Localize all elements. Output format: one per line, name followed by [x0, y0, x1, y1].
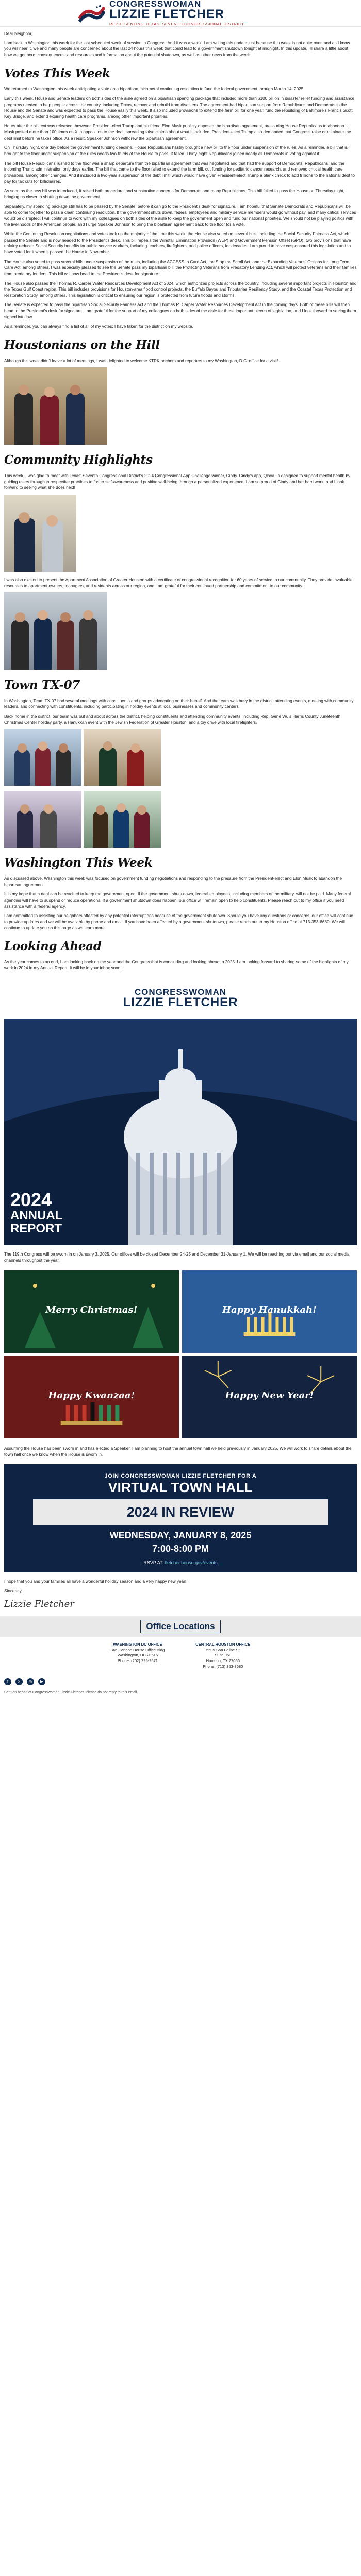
community-paragraph-2: I was also excited to present the Apartment Association of Greater Houston with a certificate of congressional recognition for 60 years of service to our community. They provide invaluable resources to apartment owners, managers, and residents across our region, and I am grateful for their continued partnership and commitment to our community. — [4, 577, 353, 588]
dc-office — [111, 1642, 165, 1670]
town-hall-intro: JOIN CONGRESSWOMAN LIZZIE FLETCHER FOR A — [104, 1472, 257, 1479]
x-icon[interactable]: x — [15, 1678, 23, 1685]
section-title-ahead: Looking Ahead — [4, 939, 102, 954]
logo-name: LIZZIE FLETCHER — [109, 7, 224, 21]
dc-address-1: 346 Cannon House Office Bldg — [110, 1647, 165, 1652]
community-paragraph-1: This week, I was glad to meet with Texas' Seventh Congressional District's 2024 Congressional App Challenge winner, Cindy. Cindy's app, Qlaxa, is designed to support mental health by guiding users through introspective practices to foster self-awareness and positive well-being through a personalized experience. I am so proud of Cindy and her hard work, and I look forward to seeing what she does next! — [4, 473, 351, 490]
holiday-cards — [4, 1270, 357, 1438]
hanukkah-card-text: Happy Hanukkah! — [222, 1304, 317, 1316]
houston-office-name: CENTRAL HOUSTON OFFICE — [195, 1641, 251, 1647]
christmas-card — [4, 1270, 179, 1353]
votes-paragraph-4: On Thursday night, one day before the government funding deadline, House Republicans hastily brought a new bill to the floor under suspension of the rules. As a reminder, a bill that is brought to the floor under suspension of the rules needs two-thirds of the House to pass. It failed. Thirty-eight Republicans joined nearly all Democrats in voting against it. — [4, 145, 348, 156]
votes-paragraph-11: The Senate is expected to pass the bipartisan Social Security Fairness Act and the Thomas R. Carper Water Resources Development Act in the coming days. Both of these bills will then head to the President's desk for signature. I am grateful for the support of my colleagues on both sides of the aisle for these important pieces of legislation, and I look forward to seeing them signed into law. — [4, 302, 356, 319]
congress-paragraph-1: The 119th Congress will be sworn in on January 3, 2025. Our offices will be closed December 24-25 and December 31-January 1. We will be reaching out via email and our social media channels throughout the year. — [4, 1252, 350, 1263]
facebook-icon[interactable]: f — [4, 1678, 11, 1685]
town-photo — [84, 729, 161, 786]
annual-logo-title: CONGRESSWOMAN — [134, 987, 227, 997]
votes-paragraph-1: We returned to Washington this week anticipating a vote on a bipartisan, bicameral continuing resolution to fund the federal government through March 14, 2025. — [4, 87, 305, 92]
new-year-card-text: Happy New Year! — [225, 1390, 314, 1401]
intro-paragraph: I am back in Washington this week for the last scheduled week of session in Congress. And it was a week! I am writing this update just because this week is not quite over, and as I know you will hear it, we and many people are concerned about the last 24 hours this week that could lead to a government shutdown tonight at midnight. In this update, I'll share a little about how we got here, consequences, and resources and information about the potential shutdown, as well as other news from the week. — [4, 40, 350, 57]
new-year-card — [182, 1356, 357, 1438]
app-challenge-photo — [4, 495, 76, 572]
hill-paragraph: Although this week didn't leave a lot of meetings, I was delighted to welcome KTRK anchors and reporters to my Washington, D.C. office for a visit! — [4, 358, 278, 363]
kwanzaa-card — [4, 1356, 179, 1438]
youtube-icon[interactable]: ▶ — [38, 1678, 45, 1685]
washington-paragraph-3: I am committed to assisting our neighbors affected by any potential interruptions because of the government shutdown. Should you have any questions or concerns, our office will continue to provide updates and we will be available by phone and email. If you have been affected by a government shutdown, please reach out to my Houston office at 713-353-8680. We will continue to update you on this page as we learn more. — [4, 913, 353, 930]
section-title-community: Community Highlights — [4, 453, 153, 467]
town-photo-row — [4, 791, 357, 848]
votes-paragraph-2: Early this week, House and Senate leaders on both sides of the aisle agreed on a bipartisan spending package that included more than $100 billion in disaster relief funding and assistance programs needed to help people across the country, including Texas, recover and rebuild from disasters. The agreement had bipartisan support from Republicans and Democrats in the House and the Senate and was expected to pass the House easily this week. It also included provisions to extend the farm bill for one year, fund the rebuilding of Baltimore's Francis Scott Key Bridge, and extend expiring health care programs, among other important priorities. — [4, 96, 355, 119]
washington-paragraph-1: As discussed above, Washington this week was focused on government funding negotiations and responding to the pressure from the President-elect and Elon Musk to abandon the bipartisan agreement. — [4, 876, 342, 887]
footer-note: Sent on behalf of Congresswoman Lizzie Fletcher. Please do not reply to this email. — [4, 1690, 138, 1694]
votes-paragraph-6: As soon as the new bill was introduced, it raised both procedural and substantive concerns for Democrats and many Republicans. This bill failed to pass the House on Thursday night, bringing us closer to shutting down the government. — [4, 189, 345, 199]
virtual-town-hall-banner[interactable] — [4, 1464, 357, 1572]
dc-phone[interactable]: Phone: (202) 225-2571 — [117, 1658, 158, 1664]
flag-logo-icon — [78, 3, 105, 24]
votes-paragraph-3: Hours after the bill text was released, however, President-elect Trump and his friend Elon Musk publicly opposed the bipartisan agreement, pressuring House Republicans to abandon it. Musk posted more than 100 times on X in opposition to the deal, spreading false claims about what it included. President-elect Trump also demanded that Congress raise or eliminate the debt limit before he takes office. As a result, Speaker Johnson withdrew the bipartisan agreement. — [4, 124, 351, 141]
office-locations-band — [0, 1616, 361, 1637]
town-hall-time: 7:00-8:00 PM — [152, 1543, 209, 1554]
rsvp-label: RSVP AT: — [143, 1560, 164, 1566]
ahead-paragraph: As the year comes to an end, I am looking back on the year and the Congress that is concluding and looking ahead to 2025. I am looking forward to sharing some of the highlights of my work in 2024 in my Annual Report. It will be in your inbox soon! — [4, 959, 349, 971]
votes-paragraph-10: The House also passed the Thomas R. Carper Water Resources Development Act of 2024, which authorizes projects across the country, including several important projects in Houston and the Texas Gulf Coast region. This bill includes provisions for Houston-area flood control projects, the Buffalo Bayou and Tributaries Resiliency Study, and the Coastal Texas Protection and Restoration Study, among others. This legislation is critical to ensuring our region is protected from future floods and storms. — [4, 281, 357, 298]
social-links — [0, 1675, 361, 1688]
town-photo — [4, 729, 81, 786]
greeting: Dear Neighbor, — [4, 31, 33, 36]
town-photo — [84, 791, 161, 848]
votes-paragraph-7: Separately, my spending package still has to be passed by the Senate, before it can go to the President's desk for signature. I am hopeful that Senate Democrats and Republicans will be able to come together to pass a clean continuing resolution. If the government shuts down, federal employees and military service members would go without pay, and many critical services would be disrupted. I will continue to work with my colleagues on both sides of the aisle to keep the government open and fund our national priorities. We should not be playing politics with the livelihoods of the American people, and I urge Speaker Johnson to bring the bipartisan agreement back to the floor for a vote. — [4, 204, 356, 227]
annual-report-title — [10, 1191, 62, 1235]
office-locations-title: Office Locations — [140, 1620, 220, 1633]
closing-signoff: Sincerely, — [4, 1588, 23, 1594]
logo-title: CONGRESSWOMAN — [109, 0, 202, 9]
section-title-votes: Votes This Week — [4, 66, 110, 80]
annual-logo-name: LIZZIE FLETCHER — [123, 995, 238, 1009]
washington-paragraph-2: It is my hope that a deal can be reached to keep the government open. If the government shuts down, federal employees, including members of the military, will not be paid. Many federal agencies will have to suspend or reduce operations. If a government shutdown does happen, our office will remain open to help constituents. Please reach out to my office if you need assistance with a federal agency. — [4, 892, 351, 909]
annual-report-logo — [4, 977, 357, 1019]
section-title-hill: Houstonians on the Hill — [4, 338, 160, 352]
town-paragraph-2: Back home in the district, our team was out and about across the district, helping constituents and attending community events, including Rep. Gene Wu's Harris County Juneteenth Christmas Center holiday party, a Hanukkah event with the Jewish Federation of Greater Houston, and a toy drive with local firefighters. — [4, 714, 341, 725]
dc-office-name: WASHINGTON DC OFFICE — [113, 1641, 162, 1647]
town-photo — [4, 791, 81, 848]
hill-group-photo — [4, 367, 107, 445]
newsletter-header — [0, 0, 361, 27]
annual-report-label-1: ANNUAL — [10, 1208, 63, 1223]
votes-paragraph-9: The House also voted to pass several bills under suspension of the rules, including the ACCESS to Care Act, the Stop the Scroll Act, and the Expanding Veterans' Options for Long Term Care Act, among others. I was especially pleased to see the Senate pass my bipartisan bill, the Protecting Veterans from Predatory Lending Act, which will protect veterans and their families from predatory lenders. This bill will now head to the President's desk for signature. — [4, 259, 357, 276]
houston-office — [195, 1642, 250, 1670]
annual-report-year: 2024 — [10, 1189, 52, 1210]
votes-paragraph-5: The bill House Republicans rushed to the floor was a sharp departure from the bipartisan agreement that was negotiated and that had the support of Democrats, Republicans, and the incoming Trump administration only days earlier. The bill that came to the floor failed to extend the farm bill, cut funding for pediatric cancer research, and removed critical health care provisions, among other changes. And it included a two-year suspension of the debt limit, which would have given President-elect Trump a blank check to add trillions to the national debt to pay for tax cuts for billionaires. — [4, 161, 355, 184]
town-photo-row — [4, 729, 357, 786]
newsletter-body — [0, 31, 361, 1611]
votes-paragraph-12: As a reminder, you can always find a list of all of my votes: I have taken for the district on my website. — [4, 324, 193, 329]
section-title-washington: Washington This Week — [4, 856, 153, 870]
christmas-card-text: Merry Christmas! — [45, 1304, 138, 1316]
closing-paragraph: I hope that you and your families all have a wonderful holiday season and a very happy new year! — [4, 1579, 187, 1584]
dc-address-2: Washington, DC 20515 — [117, 1653, 158, 1658]
votes-paragraph-8: While the Continuing Resolution negotiations and votes took up the majority of the time this week, the House also voted on several bills, including the Social Security Fairness Act, which passed the Senate and is now headed to the President's desk. This bill repeals the Windfall Elimination Provision (WEP) and Government Pension Offset (GPO), two provisions that have unfairly reduced Social Security benefits for public service workers, including teachers, firefighters, and police officers, for decades. I am proud to have cosponsored this legislation and to have voted for it when it passed the House in November. — [4, 232, 351, 255]
apartment-association-photo — [4, 592, 107, 670]
section-title-town: Town TX-07 — [4, 678, 80, 692]
rsvp-link[interactable]: fletcher.house.gov/events — [165, 1560, 218, 1566]
houston-address-3: Houston, TX 77056 — [206, 1658, 240, 1664]
hanukkah-card — [182, 1270, 357, 1353]
houston-phone[interactable]: Phone: (713) 353-8680 — [203, 1664, 243, 1669]
town-hall-band: 2024 IN REVIEW — [33, 1499, 327, 1525]
annual-report-label-2: REPORT — [10, 1221, 62, 1235]
town-paragraph-1: In Washington, Team TX-07 had several meetings with constituents and groups advocating on their behalf. And the team was busy in the district, attending events, meeting with community leaders, and connecting with constituents, including participating in holiday events at local businesses and community centers. — [4, 698, 354, 709]
town-hall-title: VIRTUAL TOWN HALL — [108, 1480, 253, 1496]
congress-paragraph-2: Assuming the House has been sworn in and has elected a Speaker, I am planning to host the annual town hall we held previously in January 2025. We will work to share details about the town hall once we know when the House is sworn in. — [4, 1446, 352, 1458]
town-hall-rsvp — [9, 1560, 352, 1566]
town-hall-date: WEDNESDAY, JANUARY 8, 2025 — [109, 1530, 252, 1541]
instagram-icon[interactable]: ◎ — [27, 1678, 34, 1685]
logo-subtitle: REPRESENTING TEXAS' SEVENTH CONGRESSIONAL DISTRICT — [109, 21, 244, 26]
kwanzaa-card-text: Happy Kwanzaa! — [48, 1390, 135, 1401]
signature: Lizzie Fletcher — [4, 1599, 74, 1610]
offices — [0, 1637, 361, 1675]
houston-address-2: Suite 950 — [215, 1653, 232, 1658]
houston-address-1: 5599 San Felipe St — [206, 1647, 240, 1652]
annual-report-cover[interactable] — [4, 977, 357, 1245]
